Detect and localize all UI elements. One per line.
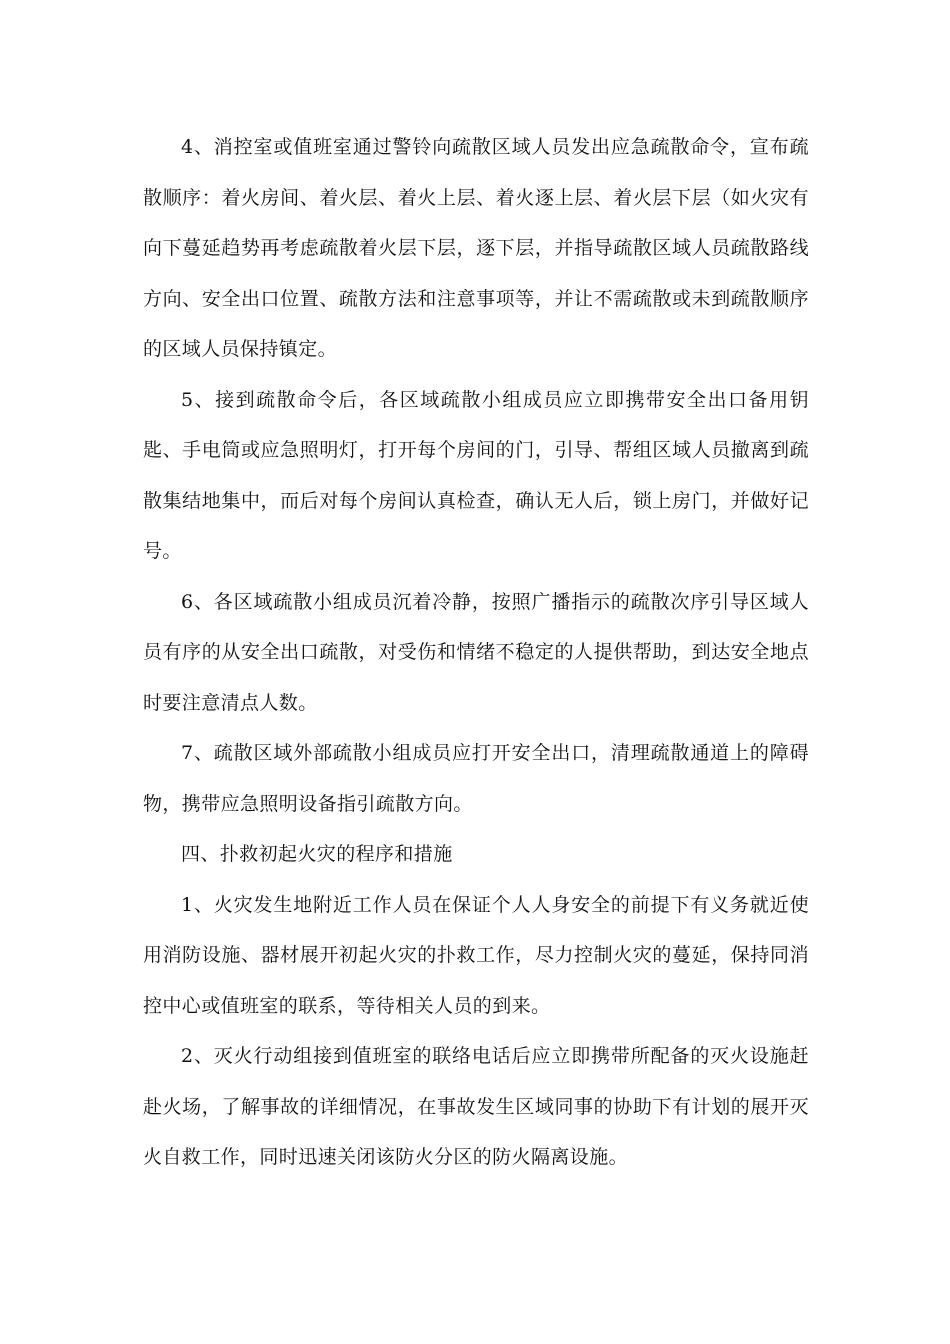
document-body	[143, 122, 809, 1183]
paragraph-guided-evacuation: 6、各区域疏散小组成员沉着冷静，按照广播指示的疏散次序引导区域人员有序的从安全出口疏散，对受伤和情绪不稳定的人提供帮助，到达安全地点时要注意清点人数。	[143, 590, 809, 714]
paragraph-nearby-staff-response: 1、火灾发生地附近工作人员在保证个人人身安全的前提下有义务就近使用消防设施、器材展开初起火灾的扑救工作，尽力控制火灾的蔓延，保持同消控中心或值班室的联系，等待相关人员的到来。	[143, 893, 809, 1017]
paragraph-firefighting-team-response: 2、灭火行动组接到值班室的联络电话后应立即携带所配备的灭火设施赶赴火场，了解事故的详细情况，在事故发生区域同事的协助下有计划的展开灭火自救工作，同时迅速关闭该防火分区的防火隔离设施。	[143, 1045, 809, 1168]
paragraph-evacuation-team-action: 5、接到疏散命令后，各区域疏散小组成员应立即携带安全出口备用钥匙、手电筒或应急照明灯，打开每个房间的门，引导、帮组区域人员撤离到疏散集结地集中，而后对每个房间认真检查，确认无人后，锁上房门，并做好记号。	[143, 388, 809, 562]
paragraph-evacuation-order: 4、消控室或值班室通过警铃向疏散区域人员发出应急疏散命令，宣布疏散顺序：着火房间、着火层、着火上层、着火逐上层、着火层下层（如火灾有向下蔓延趋势再考虑疏散着火层下层，逐下层，并指导疏散区域人员疏散路线方向、安全出口位置、疏散方法和注意事项等，并让不需疏散或未到疏散顺序的区域人员保持镇定。	[143, 136, 809, 360]
paragraph-exit-clearing: 7、疏散区域外部疏散小组成员应打开安全出口，清理疏散通道上的障碍物，携带应急照明设备指引疏散方向。	[143, 742, 809, 815]
section-heading-initial-fire-fighting: 四、扑救初起火灾的程序和措施	[181, 843, 453, 865]
